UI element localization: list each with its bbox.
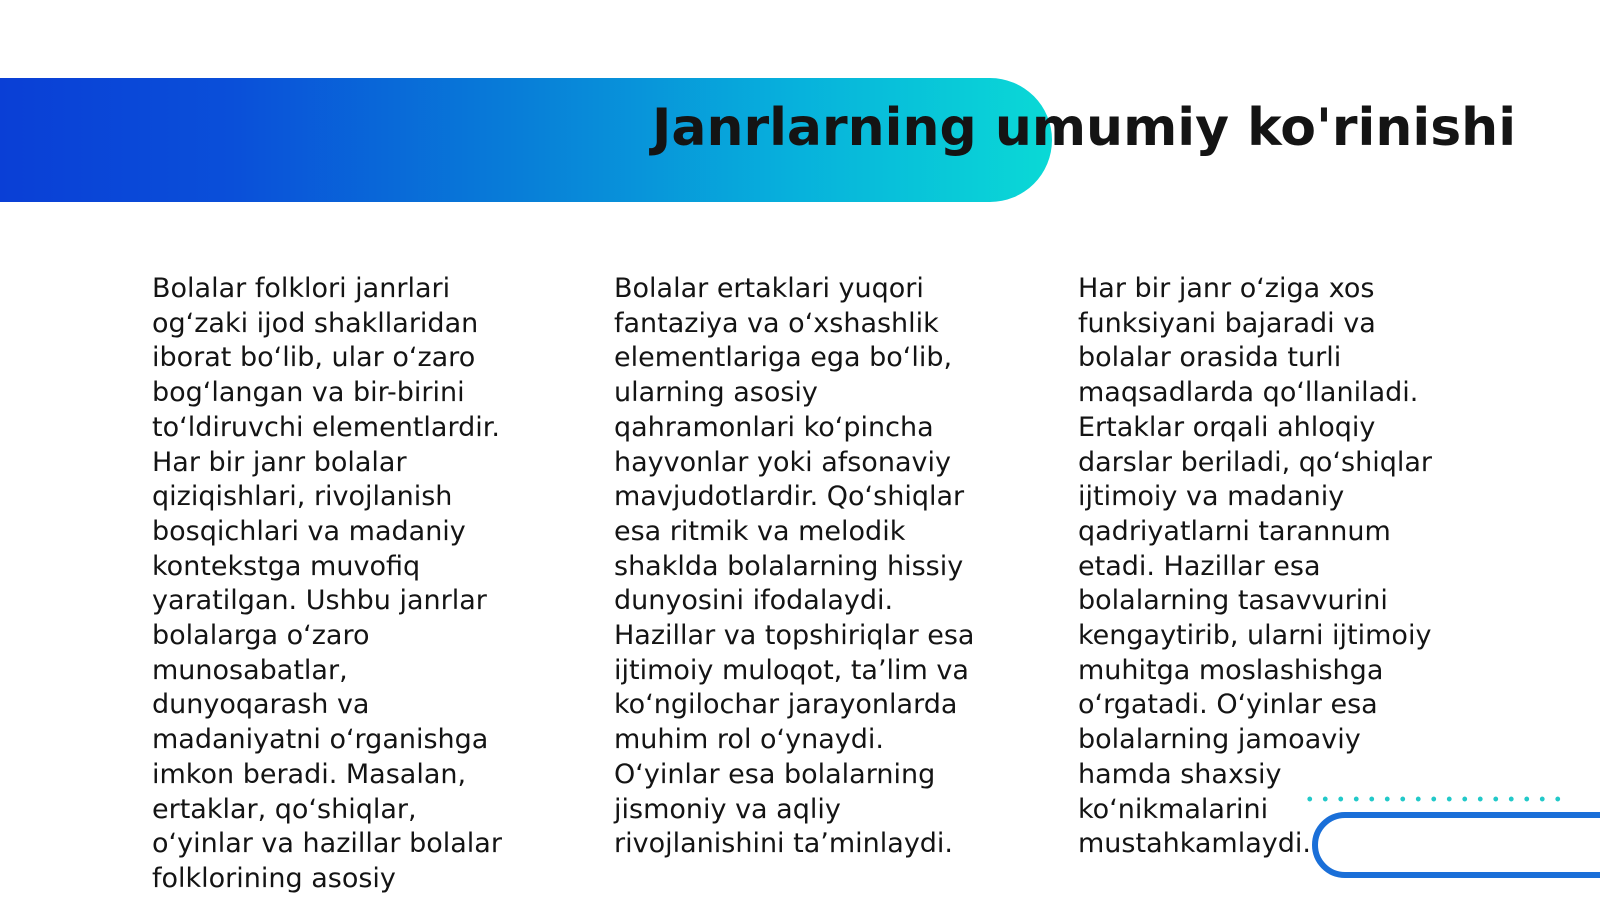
decorative-dot-row: [1302, 796, 1562, 802]
text-column-3: Har bir janr oʻziga xos funksiyani bajaradi va bolalar orasida turli maqsadlarda qoʻllaniladi. Ertaklar orqali ahloqiy darslar beriladi, qoʻshiqlar ijtimoiy va madaniy qadriyatlarni tarannum etadi. Hazillar esa bolalarning tasavvurini kengaytirib, ularni ijtimoiy muhitga moslashishga oʻrgatadi. Oʻyinlar esa bolalarning jamoaviy hamda shaxsiy koʻnikmalarini mustahkamlaydi.: [1078, 273, 1432, 860]
slide-title: Janrlarning umumiy ko'rinishi: [652, 98, 1517, 158]
text-column-1: Bolalar folklori janrlari ogʻzaki ijod shakllaridan iborat boʻlib, ular oʻzaro bogʻlangan va bir-birini toʻldiruvchi elementlardir. Har bir janr bolalar qiziqishlari, rivojlanish bosqichlari va madaniy kontekstga muvofiq yaratilgan. Ushbu janrlar bolalarga oʻzaro munosabatlar, dunyoqarash va madaniyatni oʻrganishga imkon beradi. Masalan, ertaklar, qoʻshiqlar, oʻyinlar va hazillar bolalar folklorining asosiy: [152, 273, 502, 894]
decorative-pill-outline: [1312, 812, 1600, 878]
text-column-2: Bolalar ertaklari yuqori fantaziya va oʻxshashlik elementlariga ega boʻlib, ularning asosiy qahramonlari koʻpincha hayvonlar yoki afsonaviy mavjudotlardir. Qoʻshiqlar esa ritmik va melodik shaklda bolalarning hissiy dunyosini ifodalaydi. Hazillar va topshiriqlar esa ijtimoiy muloqot, taʼlim va koʻngilochar jarayonlarda muhim rol oʻynaydi. Oʻyinlar esa bolalarning jismoniy va aqliy rivojlanishini taʼminlaydi.: [614, 273, 975, 860]
